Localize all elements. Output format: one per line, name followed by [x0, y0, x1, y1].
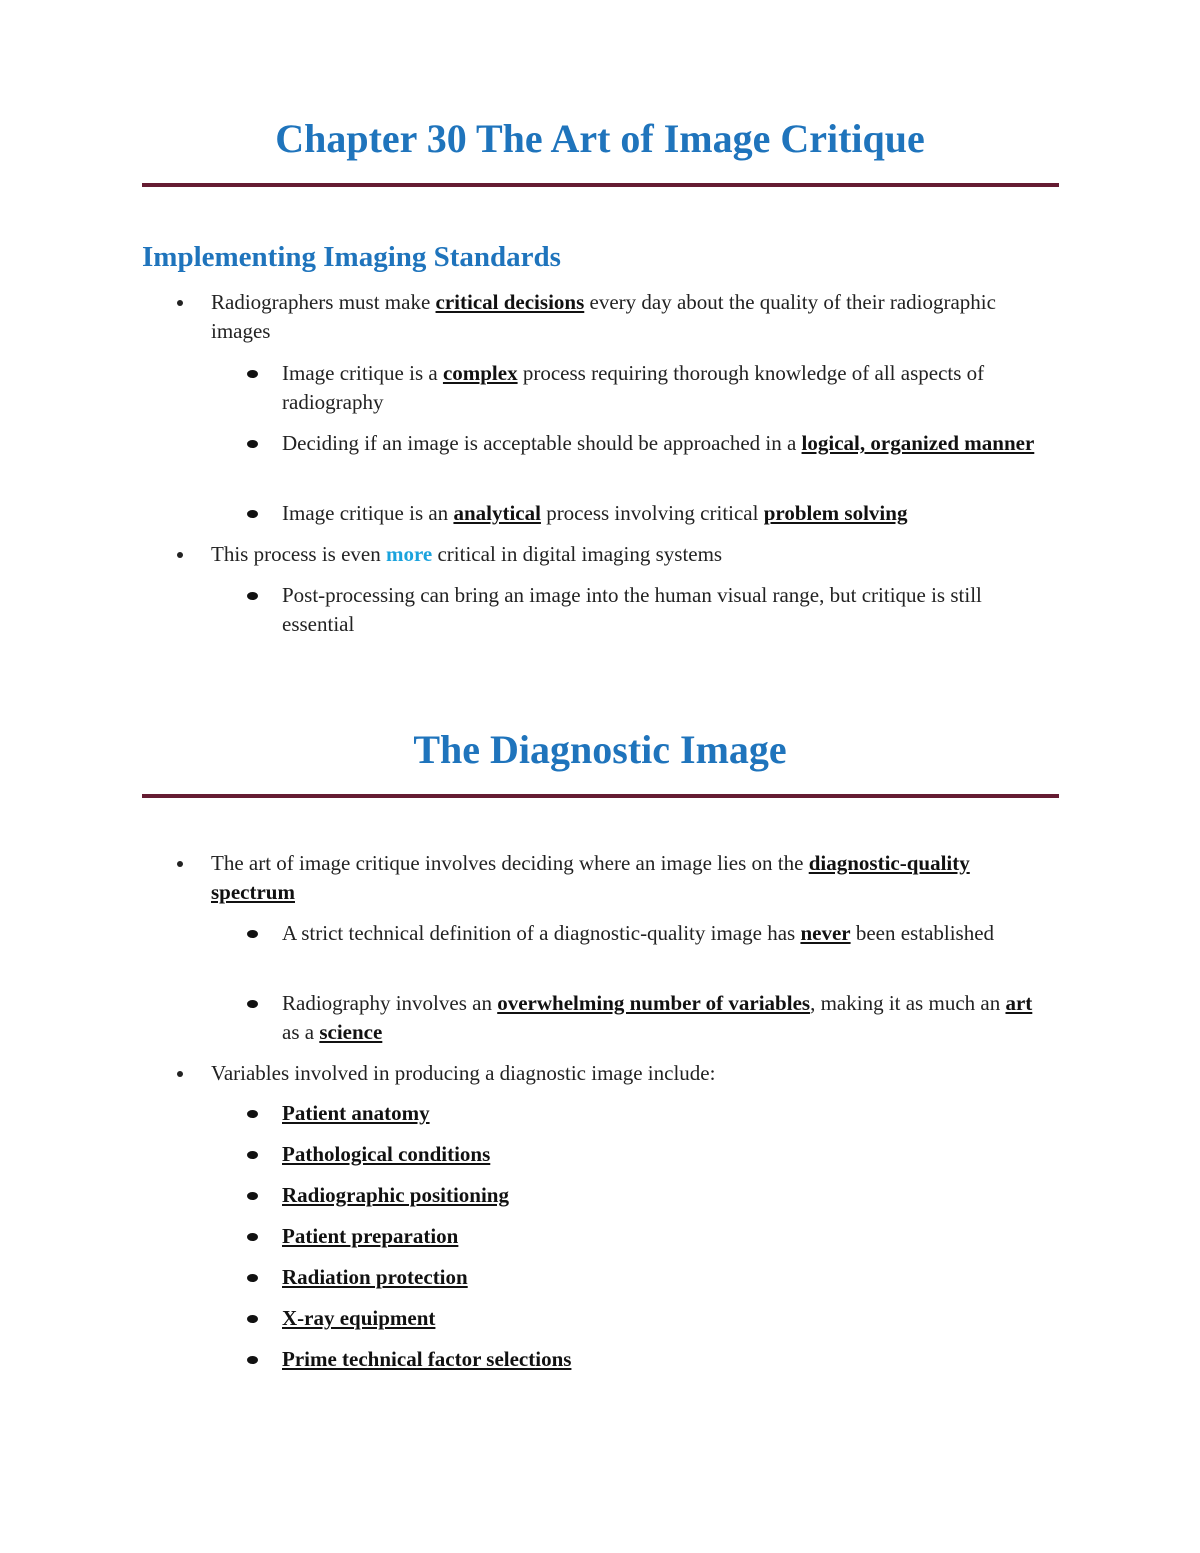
list-item: The art of image critique involves deciding where an image lies on the diagnostic-quality spectrum [211, 849, 1041, 907]
variable-item: Pathological conditions [282, 1140, 1052, 1169]
variable-item: Prime technical factor selections [282, 1345, 1052, 1374]
variable-item: Radiation protection [282, 1263, 1052, 1292]
key-term: diagnostic-quality spectrum [211, 851, 970, 904]
variable-item: Patient preparation [282, 1222, 1052, 1251]
variable-item: Patient anatomy [282, 1099, 1052, 1128]
bullet-icon [247, 1356, 258, 1364]
section-subheading: Implementing Imaging Standards [142, 241, 561, 273]
key-term: overwhelming number of variables [497, 991, 811, 1015]
key-term: critical decisions [435, 290, 585, 314]
list-item: Deciding if an image is acceptable should be approached in a logical, organized manner [282, 429, 1052, 458]
list-item: Radiography involves an overwhelming number of variables, making it as much an art as a science [282, 989, 1052, 1047]
bullet-icon [247, 1233, 258, 1241]
list-item: Post-processing can bring an image into the human visual range, but critique is still essential [282, 581, 1052, 639]
key-term: science [319, 1020, 383, 1044]
list-item: A strict technical definition of a diagnostic-quality image has never been established [282, 919, 1052, 948]
bullet-icon [247, 1192, 258, 1200]
section-divider [142, 794, 1059, 798]
bullet-icon [177, 552, 183, 558]
key-term: logical, organized manner [801, 431, 1035, 455]
bullet-icon [247, 930, 258, 938]
key-term: analytical [453, 501, 541, 525]
title-divider [142, 183, 1059, 187]
key-term: complex [442, 361, 518, 385]
list-item: This process is even more critical in digital imaging systems [211, 540, 1041, 569]
bullet-icon [247, 1274, 258, 1282]
bullet-icon [177, 300, 183, 306]
key-term: problem solving [763, 501, 908, 525]
bullet-icon [247, 1315, 258, 1323]
bullet-icon [247, 370, 258, 378]
chapter-title: Chapter 30 The Art of Image Critique [275, 116, 925, 161]
variable-item: Radiographic positioning [282, 1181, 1052, 1210]
bullet-icon [247, 440, 258, 448]
section-title: The Diagnostic Image [413, 727, 787, 772]
highlighted-term: more [385, 542, 433, 566]
bullet-icon [247, 510, 258, 518]
list-item: Variables involved in producing a diagnostic image include: [211, 1059, 1041, 1088]
bullet-icon [247, 1110, 258, 1118]
bullet-icon [177, 1071, 183, 1077]
bullet-icon [247, 1151, 258, 1159]
bullet-icon [247, 1000, 258, 1008]
variable-item: X-ray equipment [282, 1304, 1052, 1333]
bullet-icon [247, 592, 258, 600]
list-item: Image critique is a complex process requiring thorough knowledge of all aspects of radiography [282, 359, 1052, 417]
key-term: never [800, 921, 851, 945]
bullet-icon [177, 861, 183, 867]
list-item: Image critique is an analytical process involving critical problem solving [282, 499, 1052, 528]
list-item: Radiographers must make critical decisions every day about the quality of their radiographic images [211, 288, 1041, 346]
key-term: art [1005, 991, 1033, 1015]
